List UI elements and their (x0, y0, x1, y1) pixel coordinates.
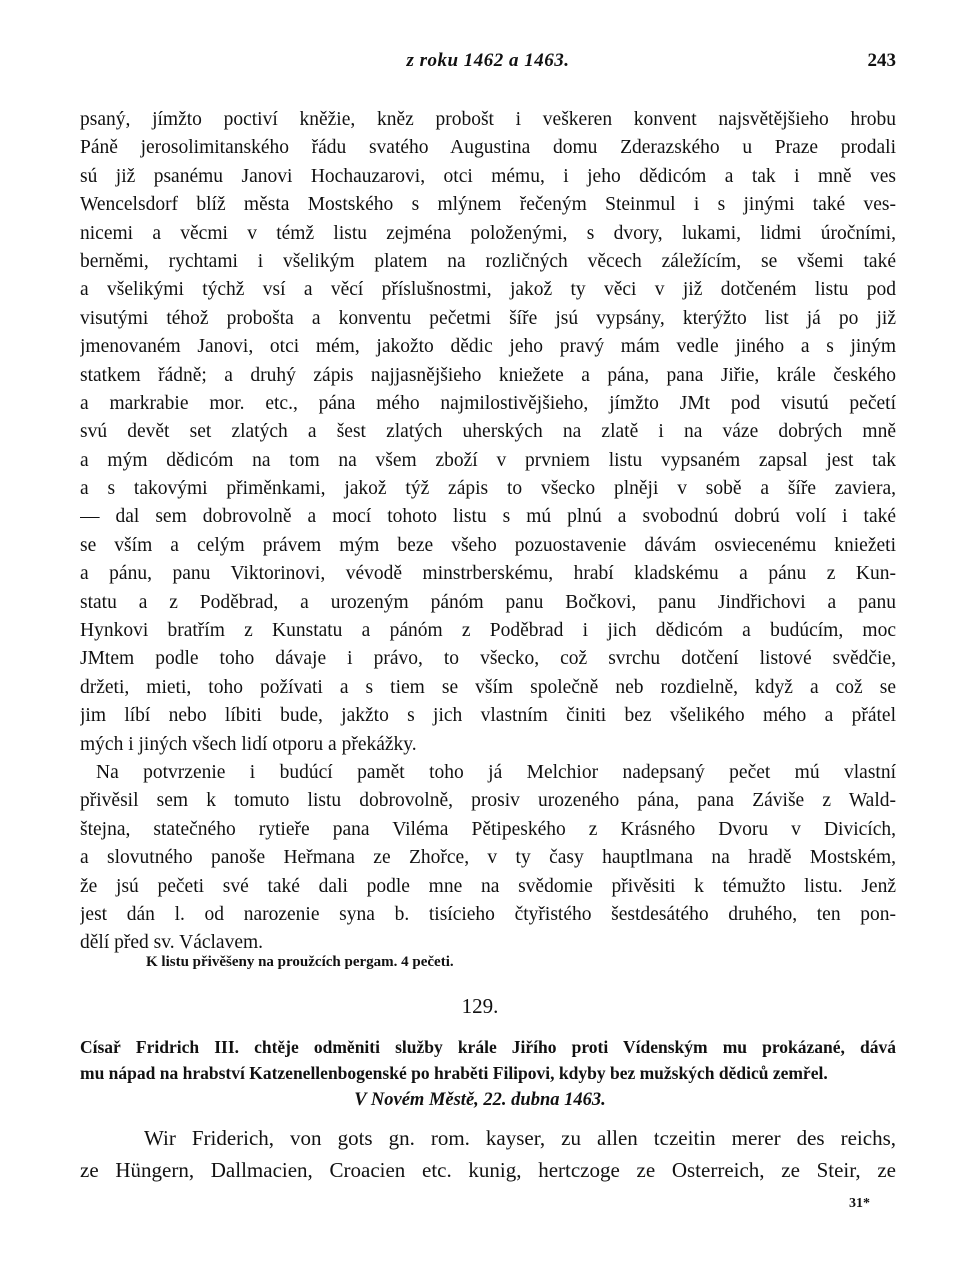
text-line: a všelikými týchž vsí a věcí příslušnostmi, jakož ty věci v již dotčeném listu pod (80, 279, 896, 301)
text-line: visutými téhož probošta a konventu pečetmi šíře jsú vypsány, kterýžto list já po již (80, 307, 896, 329)
text-line: a s takovými přiměnkami, jakož týž zápis to všecko plněji v sobě a šíře zaviera, (80, 478, 896, 500)
text-line: ze Hüngern, Dallmacien, Croacien etc. kunig, hertczoge ze Osterreich, ze Steir, ze (80, 1158, 896, 1182)
text-line: svú devět set zlatých a šest zlatých uherských na zlatě i na váze dobrých mně (80, 421, 896, 443)
text-line: — dal sem dobrovolně a mocí tohoto listu s mú plnú a svobodnú dobrú volí i také (80, 506, 896, 528)
text-line: Wir Friderich, von gots gn. rom. kayser, zu allen tczeitin merer des reichs, (144, 1126, 896, 1150)
seal-note: K listu přivěšeny na proužcích pergam. 4 pečeti. (146, 954, 454, 970)
text-line: dělí před sv. Václavem. (80, 932, 264, 954)
text-line: a mým dědicóm na tom na všem zboží v prvniem listu vypsaném zapsal jest tak (80, 449, 896, 471)
text-line: JMtem podle toho dávaje i právo, to všecko, což svrchu dotčení listové svědčie, (80, 648, 896, 670)
summary-line: Císař Fridrich III. chtěje odměniti služby krále Jiřího proti Vídenským mu prokázané, dává (80, 1037, 896, 1057)
summary-line: mu nápad na hrabství Katzenellenbogenské po hraběti Filipovi, kdyby bez mužských dědiců zemřel. (80, 1063, 828, 1083)
text-line: mých i jiných všech lidí otporu a překážky. (80, 733, 417, 755)
text-line: statkem řádně; a druhý zápis najjasnějšieho kniežete a pána, pana Jiřie, krále českého (80, 364, 896, 386)
text-line: jim líbí nebo líbiti bude, jakžto s jich vlastním činiti bez všelikého mého a přátel (80, 705, 896, 727)
text-line: a pánu, panu Viktorinovi, vévodě minstrberskému, hrabí kladskému a pánu z Kun- (80, 563, 896, 585)
german-text (80, 1122, 896, 1186)
text-line: sú již psanému Janovi Hochauzarovi, otci mému, i jeho dědicóm a tak i mně ves (80, 165, 896, 187)
text-line: Wencelsdorf blíž města Mostského s mlýnem řečeným Steinmul i s jinými také ves- (80, 194, 896, 216)
text-line: a markrabie mor. etc., pána mého najmilostivějšieho, jímžto JMt pod visutú pečetí (80, 392, 896, 414)
text-line: jest dán l. od narozenie syna b. tisícieho čtyřistého šestdesátého druhého, ten pon- (80, 903, 896, 925)
text-line: jmenovaném Janovi, otci mém, jakožto dědic jeho pravý mám vedle jiného a s jiným (80, 336, 896, 358)
page-header (80, 50, 896, 80)
document-summary (80, 1034, 896, 1086)
text-line: držeti, mieti, toho požívati a s tiem se vším společně neb rozdielně, když a což se (80, 676, 896, 698)
text-line: Hynkovi bratřím z Kunstatu a pánóm z Poděbrad i jich dědicóm a budúcím, moc (80, 620, 896, 642)
page-number: 243 (867, 50, 896, 71)
signature-mark: 31* (849, 1196, 870, 1211)
text-line: přivěsil sem k tomuto listu dobrovolně, prosiv urozeného pána, pana Záviše z Wald- (80, 790, 896, 812)
main-text (80, 106, 896, 958)
text-line: berněmi, rychtami i všelikým platem na rozličných věcech záležícím, se všemi také (80, 250, 896, 272)
text-line: štejna, statečného rytieře pana Viléma Pětipeského z Krásného Dvoru v Divicích, (80, 818, 896, 840)
text-line: se vším a celým právem mým beze všeho pozuostavenie dávám osviecenému kniežeti (80, 534, 896, 556)
text-line: že jsú pečeti své také dali podle mne na svědomie přivěsiti k témužto listu. Jenž (80, 875, 896, 897)
text-line: statu a z Poděbrad, a urozeným pánóm panu Bočkovi, panu Jindřichovi a panu (80, 591, 896, 613)
document-number: 129. (461, 994, 499, 1018)
text-line: Na potvrzenie i budúcí pamět toho já Melchior nadepsaný pečet mú vlastní (96, 761, 896, 783)
text-line: Páně jerosolimitanského řádu svatého Augustina domu Zderazského u Praze prodali (80, 137, 896, 159)
text-line: a slovutného panoše Heřmana ze Zhořce, v ty časy hauptlmana na hradě Mostském, (80, 847, 896, 869)
place-date: V Novém Městě, 22. dubna 1463. (354, 1090, 606, 1110)
text-line: psaný, jímžto poctiví kněžie, kněz probošt i veškeren konvent najsvětějšieho hrobu (80, 109, 896, 130)
text-line: nicemi a věcmi v témž listu zejména položenými, s dvory, lukami, lidmi úročními, (80, 222, 896, 244)
running-head: z roku 1462 a 1463. (406, 50, 570, 71)
